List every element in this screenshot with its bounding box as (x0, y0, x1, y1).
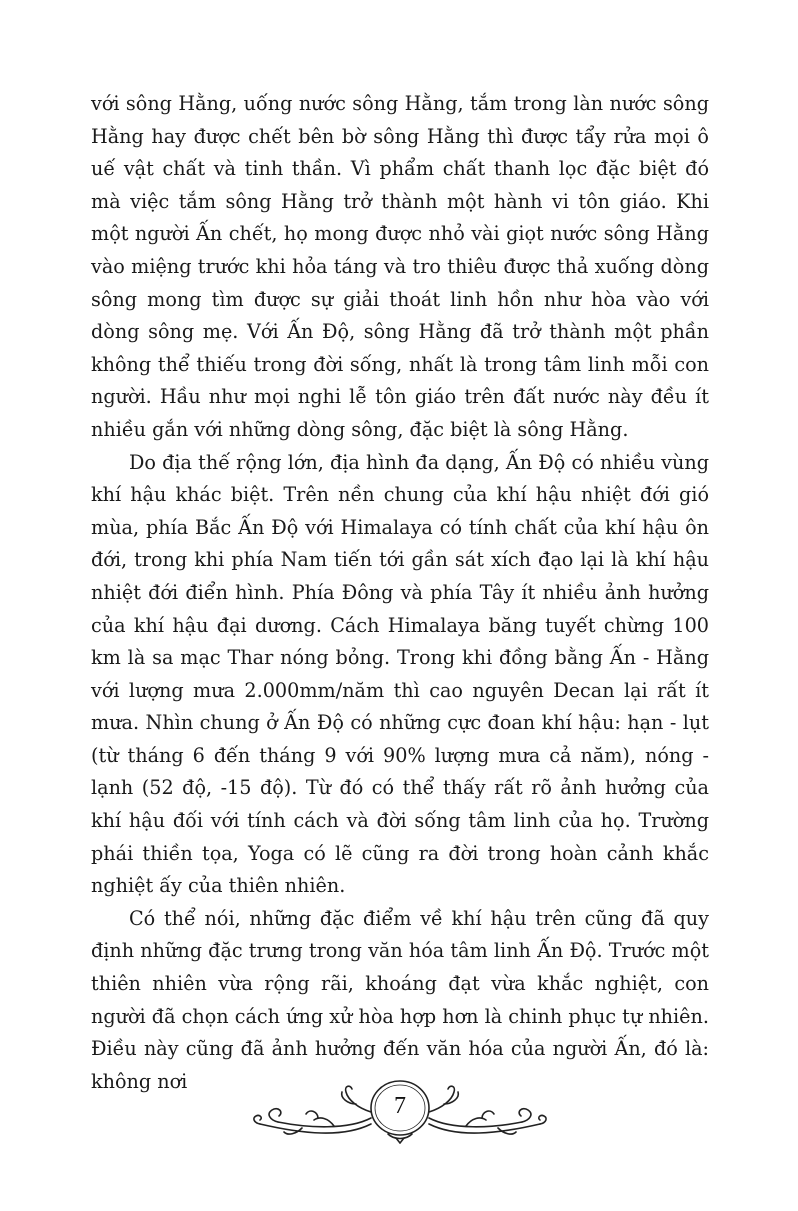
paragraph-continued: với sông Hằng, uống nước sông Hằng, tắm trong làn nước sông Hằng hay được chết bên bờ sông Hằng thì được tẩy rửa mọi ô uế vật chất và tinh thần. Vì phẩm chất thanh lọc đặc biệt đó mà việc tắm sông Hằng trở thành một hành vi tôn giáo. Khi một người Ấn chết, họ mong được nhỏ vài giọt nước sông Hằng vào miệng trước khi hỏa táng và tro thiêu được thả xuống dòng sông mong tìm được sự giải thoát linh hồn như hòa vào với dòng sông mẹ. Với Ấn Độ, sông Hằng đã trở thành một phần không thể thiếu trong đời sống, nhất là trong tâm linh mỗi con người. Hầu như mọi nghi lễ tôn giáo trên đất nước này đều ít nhiều gắn với những dòng sông, đặc biệt là sông Hằng. (91, 92, 709, 441)
page-number: 7 (394, 1093, 406, 1119)
page-footer (248, 1078, 552, 1144)
paragraph-culture: Có thể nói, những đặc điểm về khí hậu trên cũng đã quy định những đặc trưng trong văn hóa tâm linh Ấn Độ. Trước một thiên nhiên vừa rộng rãi, khoáng đạt vừa khắc nghiệt, con người đã chọn cách ứng xử hòa hợp hơn là chinh phục tự nhiên. Điều này cũng đã ảnh hưởng đến văn hóa của người Ấn, đó là: không nơi (91, 906, 709, 1093)
paragraph-climate: Do địa thế rộng lớn, địa hình đa dạng, Ấn Độ có nhiều vùng khí hậu khác biệt. Trên nền chung của khí hậu nhiệt đới gió mùa, phía Bắc Ấn Độ với Himalaya có tính chất của khí hậu ôn đới, trong khi phía Nam tiến tới gần sát xích đạo lại là khí hậu nhiệt đới điển hình. Phía Đông và phía Tây ít nhiều ảnh hưởng của khí hậu đại dương. Cách Himalaya băng tuyết chừng 100 km là sa mạc Thar nóng bỏng. Trong khi đồng bằng Ấn - Hằng với lượng mưa 2.000mm/năm thì cao nguyên Decan lại rất ít mưa. Nhìn chung ở Ấn Độ có những cực đoan khí hậu: hạn - lụt (từ tháng 6 đến tháng 9 với 90% lượng mưa cả năm), nóng - lạnh (52 độ, -15 độ). Từ đó có thể thấy rất rõ ảnh hưởng của khí hậu đối với tính cách và đời sống tâm linh của họ. Trường phái thiền tọa, Yoga có lẽ cũng ra đời trong hoàn cảnh khắc nghiệt ấy của thiên nhiên. (91, 450, 709, 898)
page-body (91, 88, 709, 1098)
